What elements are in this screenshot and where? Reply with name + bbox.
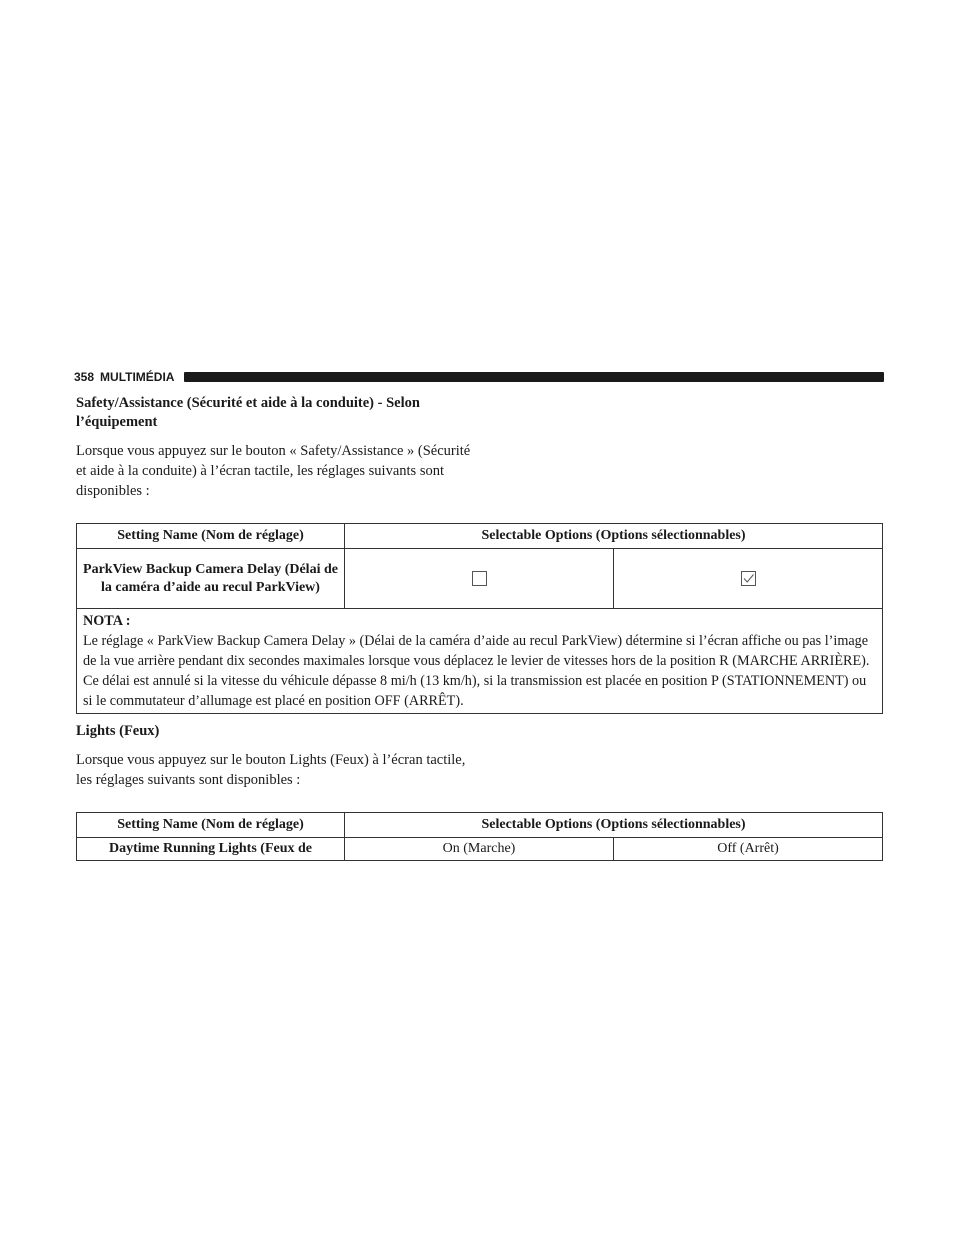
lights-intro: Lorsque vous appuyez sur le bouton Lights (Feux) à l’écran tactile, les réglages suivants sont disponibles :: [76, 752, 466, 788]
note-title: NOTA :: [83, 613, 131, 629]
setting-name-parkview: ParkView Backup Camera Delay (Délai de la caméra d’aide au recul ParkView): [77, 549, 345, 609]
safety-heading: Safety/Assistance (Sécurité et aide à la conduite) - Selon l’équipement: [76, 395, 420, 430]
col-header-setting: Setting Name (Nom de réglage): [77, 524, 345, 549]
page-number: 358: [74, 370, 95, 384]
checkbox-empty-icon[interactable]: [472, 571, 487, 586]
safety-intro: Lorsque vous appuyez sur le bouton « Safety/Assistance » (Sécurité et aide à la conduite) à l’écran tactile, les réglages suivants sont disponibles :: [76, 443, 471, 499]
section-title: MULTIMÉDIA: [100, 370, 175, 384]
lights-heading: Lights (Feux): [76, 723, 160, 739]
table-header-row: [77, 813, 883, 838]
page-header: [74, 369, 884, 385]
col-header-options: Selectable Options (Options sélectionnables): [345, 524, 883, 549]
option-cell-off: [345, 549, 614, 609]
checkbox-checked-icon[interactable]: [741, 571, 756, 586]
option-on[interactable]: On (Marche): [345, 838, 614, 861]
page-content: [76, 394, 882, 861]
col-header-setting: Setting Name (Nom de réglage): [77, 813, 345, 838]
header-rule: [184, 372, 884, 382]
lights-settings-table: [76, 812, 883, 861]
option-off[interactable]: Off (Arrêt): [614, 838, 883, 861]
table-row: [77, 838, 883, 861]
note-cell: [77, 609, 883, 714]
col-header-options: Selectable Options (Options sélectionnables): [345, 813, 883, 838]
note-text: Le réglage « ParkView Backup Camera Delay » (Délai de la caméra d’aide au recul ParkView) détermine si l’écran affiche ou pas l’image de la vue arrière pendant dix secondes maximales lorsque vous déplacez le levier de vitesses hors de la position R (MARCHE ARRIÈRE). Ce délai est annulé si la vitesse du véhicule dépasse 8 mi/h (13 km/h), si la transmission est placée en position P (STATIONNEMENT) ou si le commutateur d’allumage est placé en position OFF (ARRÊT).: [83, 633, 870, 709]
table-row: [77, 549, 883, 609]
table-header-row: [77, 524, 883, 549]
setting-name-daytime-lights: Daytime Running Lights (Feux de: [77, 838, 345, 861]
table-note-row: [77, 609, 883, 714]
option-cell-on: [614, 549, 883, 609]
safety-settings-table: [76, 523, 883, 714]
